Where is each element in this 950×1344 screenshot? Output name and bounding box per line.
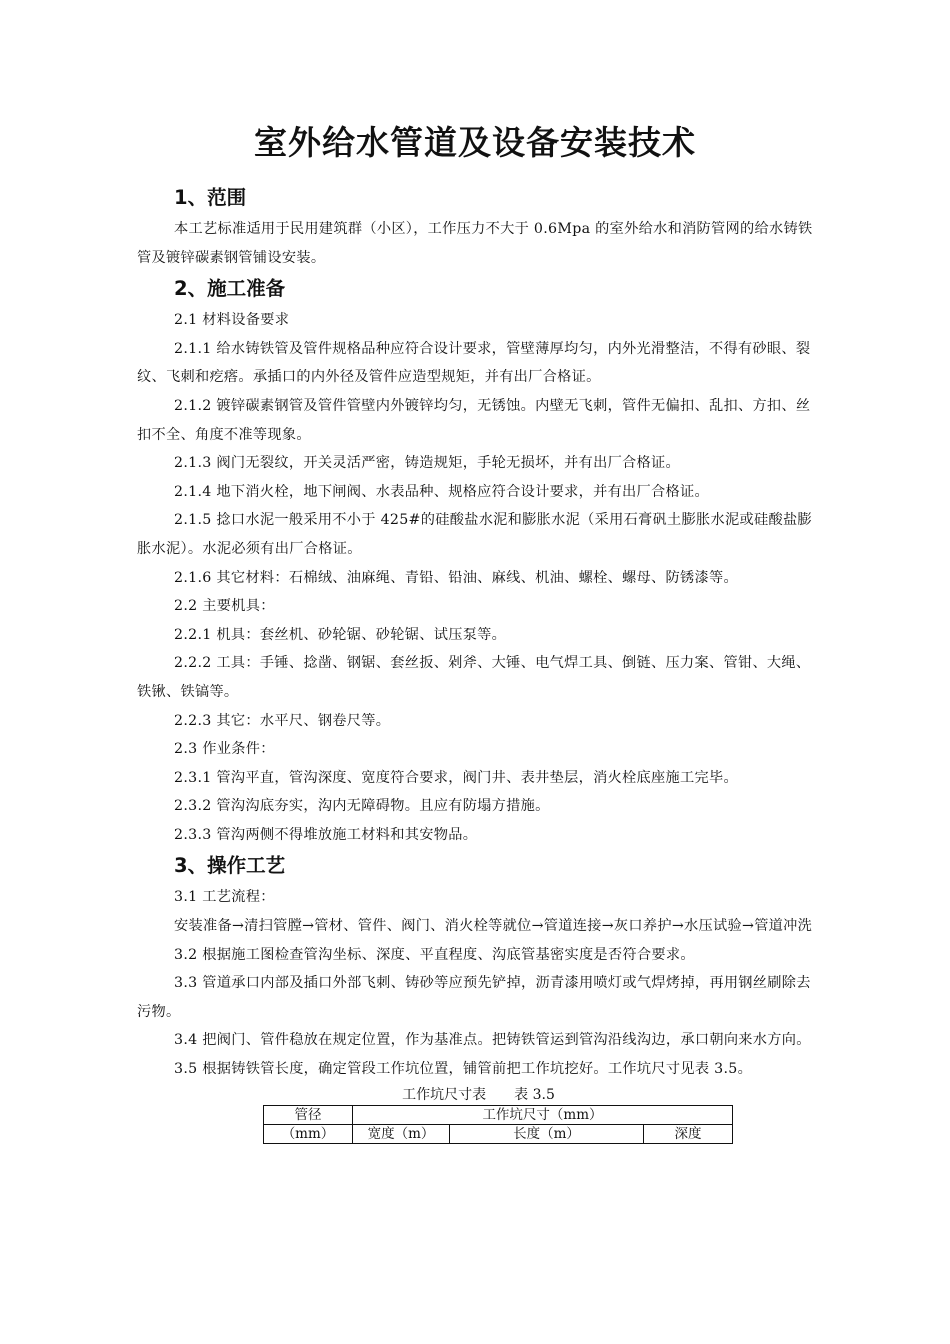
paragraph: 2.1.2 镀锌碳素钢管及管件管壁内外镀锌均匀，无锈蚀。内壁无飞刺，管件无偏扣、乱扣、方扣、丝扣不全、角度不准等现象。: [137, 397, 811, 443]
table-subheader-row: [264, 1124, 733, 1143]
paragraph: 2.2 主要机具：: [174, 598, 275, 615]
paragraph: 2.1.4 地下消火栓，地下闸阀、水表品种、规格应符合设计要求，并有出厂合格证。: [174, 483, 709, 500]
header-pipe-unit: （mm）: [264, 1124, 353, 1143]
section-heading-preparation: 2、施工准备: [174, 277, 286, 301]
pit-size-table: [263, 1105, 733, 1144]
paragraph: 3.1 工艺流程：: [174, 889, 275, 906]
table-caption: 工作坑尺寸表 表 3.5: [402, 1086, 555, 1103]
paragraph: 2.1.1 给水铸铁管及管件规格品种应符合设计要求，管壁薄厚均匀，内外光滑整洁，不得有砂眼、裂纹、飞刺和疙瘩。承插口的内外径及管件应造型规矩，并有出厂合格证。: [137, 340, 811, 386]
paragraph: 2.2.2 工具：手锤、捻凿、钢锯、套丝扳、剁斧、大锤、电气焊工具、倒链、压力案、管钳、大绳、铁锹、铁镐等。: [137, 655, 811, 700]
paragraph: 2.2.1 机具：套丝机、砂轮锯、砂轮锯、试压泵等。: [174, 626, 507, 643]
header-pipe-diameter: 管径: [264, 1105, 353, 1124]
paragraph: 2.3.1 管沟平直，管沟深度、宽度符合要求，阀门井、表井垫层，消火栓底座施工完毕。: [174, 769, 738, 786]
section-heading-process: 3、操作工艺: [174, 854, 286, 878]
paragraph: 3.2 根据施工图检查管沟坐标、深度、平直程度、沟底管基密实度是否符合要求。: [174, 946, 695, 963]
paragraph: 安装准备→清扫管膛→管材、管件、阀门、消火栓等就位→管道连接→灰口养护→水压试验→管道冲洗: [174, 918, 813, 935]
paragraph: 2.2.3 其它：水平尺、钢卷尺等。: [174, 712, 391, 729]
paragraph: 本工艺标准适用于民用建筑群（小区），工作压力不大于 0.6Mpa 的室外给水和消防管网的给水铸铁管及镀锌碳素钢管铺设安装。: [137, 221, 813, 266]
table-header-row: [264, 1105, 733, 1124]
header-length: 长度（m）: [450, 1124, 644, 1143]
document-title: 室外给水管道及设备安装技术: [254, 123, 696, 162]
document-body: [137, 181, 820, 1144]
paragraph: 3.3 管道承口内部及插口外部飞刺、铸砂等应预先铲掉，沥青漆用喷灯或气焊烤掉，再用钢丝刷除去污物。: [137, 975, 811, 1020]
paragraph: 2.1 材料设备要求: [174, 312, 290, 329]
header-depth: 深度: [644, 1124, 733, 1143]
paragraph: 2.3.2 管沟沟底夯实，沟内无障碍物。且应有防塌方措施。: [174, 798, 550, 815]
paragraph: 3.4 把阀门、管件稳放在规定位置，作为基准点。把铸铁管运到管沟沿线沟边，承口朝向来水方向。: [174, 1032, 811, 1049]
paragraph: 2.3 作业条件：: [174, 741, 275, 758]
paragraph: 3.5 根据铸铁管长度，确定管段工作坑位置，铺管前把工作坑挖好。工作坑尺寸见表 3.5。: [174, 1061, 753, 1078]
paragraph: 2.3.3 管沟两侧不得堆放施工材料和其安物品。: [174, 826, 478, 843]
paragraph: 2.1.3 阀门无裂纹，开关灵活严密，铸造规矩，手轮无损坏，并有出厂合格证。: [174, 455, 681, 472]
paragraph: 2.1.6 其它材料：石棉绒、油麻绳、青铅、铅油、麻线、机油、螺栓、螺母、防锈漆等。: [174, 569, 738, 586]
section-heading-scope: 1、范围: [174, 186, 247, 209]
header-pit-size-group: 工作坑尺寸（mm）: [353, 1105, 733, 1124]
paragraph: 2.1.5 捻口水泥一般采用不小于 425#的硅酸盐水泥和膨胀水泥（采用石膏矾土膨胀水泥或硅酸盐膨胀水泥）。水泥必须有出厂合格证。: [137, 512, 812, 557]
header-width: 宽度（m）: [353, 1124, 450, 1143]
